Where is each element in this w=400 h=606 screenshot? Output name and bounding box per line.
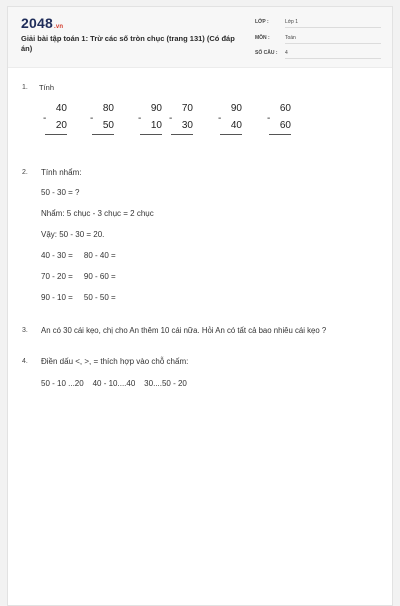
q3-text: An có 30 cái kẹo, chị cho An thêm 10 cái nữa. Hỏi An có tất cả bao nhiêu cái kẹo ? xyxy=(41,326,327,335)
worksheet-header xyxy=(8,7,392,68)
q2-number: 2. xyxy=(22,169,28,176)
meta-label-class: LỚP : xyxy=(255,19,269,25)
worksheet-page: 2048.vn Giải bài tập toán 1: Trừ các số tròn chục (trang 131) (Có đáp án) LỚP : Lớp 1 MÔN : Toán SỐ CÂU : 4 1. Tính 40 - 20 80 - 50 90 - 10 70 - 30 90 - 40 60 - 60 2. Tính nhẩm: 50 - 30 = ? Nhẩm: 5 chục - 3 chục = 2 chục Vậy: 50 - 30 = 20. 40 - 30 = 80 - 40 = 70 - 20 = 90 - 60 = 90 - 10 = 50 - 50 = 3. An có 30 cái kẹo, chị cho An thêm 10 cái nữa. Hỏi An có tất cả bao nhiêu cái kẹo ? 4. Điền dấu <, >, = thích hợp vào chỗ chấm: 50 - 10 ...20 40 - 10....40 30....50 - 20 xyxy=(7,6,393,606)
q1-title: Tính xyxy=(39,83,55,92)
page-title: Giải bài tập toán 1: Trừ các số tròn chục (trang 131) (Có đáp án) xyxy=(21,34,235,53)
meta-value-count: 4 xyxy=(285,50,381,59)
meta-value-subject: Toán xyxy=(285,35,381,44)
site-logo[interactable]: 2048.vn xyxy=(21,15,64,31)
q2-line-5: 70 - 20 = 90 - 60 = xyxy=(41,272,116,281)
q2-line-4: 40 - 30 = 80 - 40 = xyxy=(41,251,116,260)
q4-line: 50 - 10 ...20 40 - 10....40 30....50 - 20 xyxy=(41,379,187,388)
q4-title: Điền dấu <, >, = thích hợp vào chỗ chấm: xyxy=(41,357,189,366)
q2-line-6: 90 - 10 = 50 - 50 = xyxy=(41,293,116,302)
q3-number: 3. xyxy=(22,327,28,334)
q2-line-2: Nhẩm: 5 chục - 3 chục = 2 chục xyxy=(41,209,154,218)
q1-number: 1. xyxy=(22,84,28,91)
meta-label-subject: MÔN : xyxy=(255,35,270,41)
meta-value-class: Lớp 1 xyxy=(285,19,381,28)
meta-label-count: SỐ CÂU : xyxy=(255,50,278,56)
q2-line-3: Vậy: 50 - 30 = 20. xyxy=(41,230,105,239)
q2-line-1: 50 - 30 = ? xyxy=(41,188,80,197)
q2-title: Tính nhẩm: xyxy=(41,168,82,177)
q4-number: 4. xyxy=(22,358,28,365)
